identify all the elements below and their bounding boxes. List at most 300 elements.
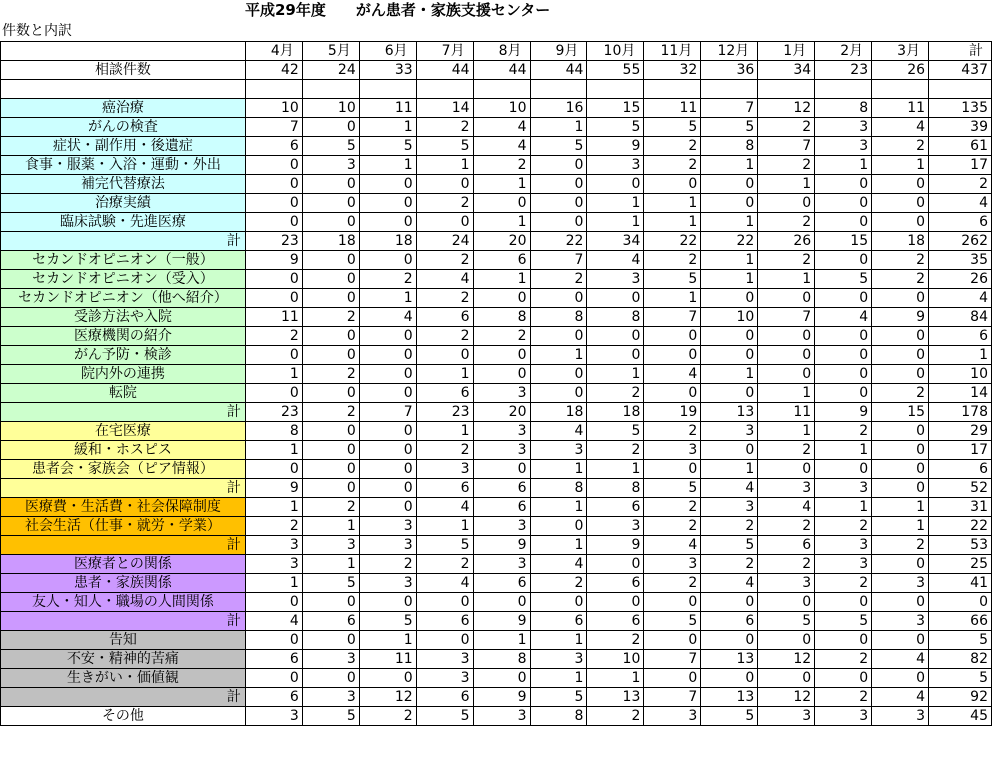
value-cell: 2 bbox=[416, 441, 473, 460]
value-cell: 3 bbox=[416, 650, 473, 669]
value-cell: 23 bbox=[245, 232, 302, 251]
value-cell: 8 bbox=[245, 422, 302, 441]
value-cell: 2 bbox=[644, 498, 701, 517]
value-cell: 4 bbox=[530, 422, 587, 441]
value-cell: 18 bbox=[302, 232, 359, 251]
value-cell: 2 bbox=[530, 574, 587, 593]
value-cell: 0 bbox=[701, 327, 758, 346]
value-cell: 0 bbox=[587, 289, 644, 308]
value-cell: 2 bbox=[530, 270, 587, 289]
value-cell: 2 bbox=[416, 327, 473, 346]
value-cell: 17 bbox=[929, 156, 992, 175]
value-cell: 1 bbox=[245, 498, 302, 517]
value-cell: 14 bbox=[929, 384, 992, 403]
category-row bbox=[1, 251, 992, 270]
value-cell: 26 bbox=[758, 232, 815, 251]
value-cell: 0 bbox=[302, 327, 359, 346]
row-label: その他 bbox=[1, 707, 246, 726]
value-cell: 3 bbox=[245, 536, 302, 555]
value-cell: 3 bbox=[758, 574, 815, 593]
value-cell: 4 bbox=[245, 612, 302, 631]
value-cell: 8 bbox=[587, 308, 644, 327]
value-cell: 4 bbox=[416, 498, 473, 517]
value-cell: 0 bbox=[302, 441, 359, 460]
value-cell: 42 bbox=[245, 61, 302, 80]
value-cell: 0 bbox=[530, 175, 587, 194]
value-cell: 0 bbox=[302, 593, 359, 612]
subtotal-row bbox=[1, 536, 992, 555]
value-cell: 4 bbox=[530, 555, 587, 574]
value-cell: 0 bbox=[245, 460, 302, 479]
value-cell: 0 bbox=[644, 593, 701, 612]
value-cell: 0 bbox=[587, 593, 644, 612]
value-cell: 4 bbox=[815, 308, 872, 327]
row-label: 医療者との関係 bbox=[1, 555, 246, 574]
value-cell: 8 bbox=[815, 99, 872, 118]
value-cell: 6 bbox=[929, 460, 992, 479]
value-cell: 0 bbox=[872, 669, 929, 688]
value-cell: 1 bbox=[587, 213, 644, 232]
subtotal-row bbox=[1, 403, 992, 422]
value-cell: 44 bbox=[416, 61, 473, 80]
value-cell: 0 bbox=[758, 365, 815, 384]
value-cell: 0 bbox=[302, 213, 359, 232]
page-title: 平成29年度 がん患者・家族支援センター bbox=[245, 1, 551, 19]
value-cell: 1 bbox=[644, 213, 701, 232]
value-cell: 0 bbox=[416, 631, 473, 650]
value-cell: 0 bbox=[644, 631, 701, 650]
row-label: 不安・精神的苦痛 bbox=[1, 650, 246, 669]
value-cell: 6 bbox=[416, 384, 473, 403]
value-cell: 0 bbox=[644, 346, 701, 365]
value-cell: 11 bbox=[359, 99, 416, 118]
value-cell: 2 bbox=[302, 498, 359, 517]
value-cell: 7 bbox=[644, 650, 701, 669]
value-cell: 7 bbox=[701, 99, 758, 118]
value-cell: 2 bbox=[416, 555, 473, 574]
category-row bbox=[1, 631, 992, 650]
value-cell: 3 bbox=[473, 441, 530, 460]
value-cell: 4 bbox=[473, 118, 530, 137]
value-cell: 2 bbox=[758, 517, 815, 536]
value-cell: 0 bbox=[872, 175, 929, 194]
month-header: 3月 bbox=[872, 42, 929, 61]
table-caption: 件数と内訳 bbox=[2, 23, 72, 39]
value-cell: 92 bbox=[929, 688, 992, 707]
value-cell: 2 bbox=[644, 574, 701, 593]
value-cell: 23 bbox=[416, 403, 473, 422]
value-cell: 0 bbox=[245, 346, 302, 365]
value-cell: 2 bbox=[872, 536, 929, 555]
value-cell: 6 bbox=[245, 137, 302, 156]
value-cell: 0 bbox=[359, 669, 416, 688]
value-cell: 35 bbox=[929, 251, 992, 270]
row-label: 計 bbox=[1, 688, 246, 707]
value-cell: 5 bbox=[416, 707, 473, 726]
value-cell: 0 bbox=[701, 194, 758, 213]
value-cell: 5 bbox=[929, 631, 992, 650]
value-cell: 23 bbox=[245, 403, 302, 422]
value-cell: 0 bbox=[302, 118, 359, 137]
value-cell: 5 bbox=[416, 137, 473, 156]
month-header: 計 bbox=[929, 42, 992, 61]
value-cell: 8 bbox=[473, 650, 530, 669]
value-cell: 0 bbox=[587, 327, 644, 346]
month-header: 2月 bbox=[815, 42, 872, 61]
value-cell: 12 bbox=[758, 99, 815, 118]
value-cell: 22 bbox=[701, 232, 758, 251]
month-header: 1月 bbox=[758, 42, 815, 61]
category-row bbox=[1, 441, 992, 460]
value-cell: 0 bbox=[245, 156, 302, 175]
category-row bbox=[1, 327, 992, 346]
value-cell: 2 bbox=[416, 118, 473, 137]
value-cell: 1 bbox=[416, 156, 473, 175]
value-cell: 0 bbox=[587, 175, 644, 194]
row-label: 院内外の連携 bbox=[1, 365, 246, 384]
category-row bbox=[1, 118, 992, 137]
category-row bbox=[1, 156, 992, 175]
row-label: 友人・知人・職場の人間関係 bbox=[1, 593, 246, 612]
value-cell: 0 bbox=[245, 631, 302, 650]
value-cell: 6 bbox=[416, 308, 473, 327]
value-cell: 2 bbox=[587, 631, 644, 650]
value-cell: 1 bbox=[587, 365, 644, 384]
value-cell: 0 bbox=[530, 213, 587, 232]
value-cell: 1 bbox=[701, 365, 758, 384]
value-cell: 8 bbox=[530, 707, 587, 726]
value-cell: 0 bbox=[758, 593, 815, 612]
value-cell: 25 bbox=[929, 555, 992, 574]
empty-cell bbox=[359, 80, 416, 99]
value-cell: 5 bbox=[359, 612, 416, 631]
value-cell: 6 bbox=[416, 612, 473, 631]
value-cell: 2 bbox=[587, 441, 644, 460]
value-cell: 3 bbox=[701, 422, 758, 441]
row-label: 臨床試験・先進医療 bbox=[1, 213, 246, 232]
value-cell: 0 bbox=[758, 289, 815, 308]
value-cell: 2 bbox=[416, 251, 473, 270]
value-cell: 2 bbox=[359, 707, 416, 726]
value-cell: 0 bbox=[815, 175, 872, 194]
value-cell: 3 bbox=[587, 156, 644, 175]
value-cell: 0 bbox=[815, 213, 872, 232]
value-cell: 3 bbox=[644, 707, 701, 726]
value-cell: 0 bbox=[815, 593, 872, 612]
value-cell: 3 bbox=[359, 517, 416, 536]
value-cell: 0 bbox=[815, 289, 872, 308]
value-cell: 2 bbox=[644, 251, 701, 270]
value-cell: 2 bbox=[758, 441, 815, 460]
value-cell: 3 bbox=[473, 384, 530, 403]
value-cell: 8 bbox=[587, 479, 644, 498]
value-cell: 10 bbox=[701, 308, 758, 327]
row-label: 在宅医療 bbox=[1, 422, 246, 441]
value-cell: 5 bbox=[701, 536, 758, 555]
value-cell: 3 bbox=[530, 441, 587, 460]
value-cell: 2 bbox=[815, 574, 872, 593]
row-label: がんの検査 bbox=[1, 118, 246, 137]
row-label: 治療実績 bbox=[1, 194, 246, 213]
value-cell: 29 bbox=[929, 422, 992, 441]
empty-cell bbox=[929, 80, 992, 99]
value-cell: 10 bbox=[929, 365, 992, 384]
value-cell: 0 bbox=[815, 346, 872, 365]
value-cell: 0 bbox=[587, 555, 644, 574]
value-cell: 0 bbox=[245, 384, 302, 403]
value-cell: 3 bbox=[587, 517, 644, 536]
row-label: 計 bbox=[1, 612, 246, 631]
value-cell: 0 bbox=[473, 194, 530, 213]
value-cell: 1 bbox=[416, 365, 473, 384]
row-label: 医療機関の紹介 bbox=[1, 327, 246, 346]
value-cell: 5 bbox=[530, 688, 587, 707]
value-cell: 5 bbox=[644, 612, 701, 631]
value-cell: 0 bbox=[359, 593, 416, 612]
value-cell: 18 bbox=[587, 403, 644, 422]
value-cell: 4 bbox=[758, 498, 815, 517]
value-cell: 1 bbox=[416, 422, 473, 441]
month-header: 12月 bbox=[701, 42, 758, 61]
value-cell: 0 bbox=[245, 175, 302, 194]
value-cell: 3 bbox=[872, 612, 929, 631]
value-cell: 3 bbox=[473, 422, 530, 441]
value-cell: 1 bbox=[530, 631, 587, 650]
value-cell: 41 bbox=[929, 574, 992, 593]
value-cell: 5 bbox=[302, 574, 359, 593]
value-cell: 1 bbox=[815, 156, 872, 175]
value-cell: 5 bbox=[530, 137, 587, 156]
value-cell: 0 bbox=[872, 365, 929, 384]
row-label: 患者・家族関係 bbox=[1, 574, 246, 593]
value-cell: 2 bbox=[758, 156, 815, 175]
value-cell: 4 bbox=[416, 270, 473, 289]
value-cell: 0 bbox=[359, 479, 416, 498]
value-cell: 9 bbox=[245, 251, 302, 270]
value-cell: 4 bbox=[872, 118, 929, 137]
category-row bbox=[1, 669, 992, 688]
value-cell: 13 bbox=[587, 688, 644, 707]
value-cell: 6 bbox=[587, 612, 644, 631]
value-cell: 6 bbox=[758, 536, 815, 555]
value-cell: 9 bbox=[587, 536, 644, 555]
value-cell: 22 bbox=[644, 232, 701, 251]
value-cell: 2 bbox=[416, 289, 473, 308]
value-cell: 0 bbox=[302, 251, 359, 270]
value-cell: 0 bbox=[701, 593, 758, 612]
value-cell: 34 bbox=[587, 232, 644, 251]
value-cell: 0 bbox=[473, 289, 530, 308]
value-cell: 0 bbox=[872, 422, 929, 441]
value-cell: 0 bbox=[872, 441, 929, 460]
value-cell: 3 bbox=[302, 688, 359, 707]
value-cell: 5 bbox=[644, 270, 701, 289]
value-cell: 5 bbox=[815, 270, 872, 289]
value-cell: 2 bbox=[302, 365, 359, 384]
empty-cell bbox=[1, 80, 246, 99]
month-header: 5月 bbox=[302, 42, 359, 61]
value-cell: 0 bbox=[245, 289, 302, 308]
value-cell: 0 bbox=[530, 384, 587, 403]
category-row bbox=[1, 194, 992, 213]
empty-cell bbox=[758, 80, 815, 99]
row-label: 告知 bbox=[1, 631, 246, 650]
value-cell: 9 bbox=[245, 479, 302, 498]
value-cell: 6 bbox=[587, 574, 644, 593]
value-cell: 0 bbox=[359, 194, 416, 213]
value-cell: 3 bbox=[530, 650, 587, 669]
value-cell: 5 bbox=[701, 707, 758, 726]
value-cell: 13 bbox=[701, 688, 758, 707]
value-cell: 1 bbox=[416, 517, 473, 536]
value-cell: 8 bbox=[701, 137, 758, 156]
value-cell: 0 bbox=[872, 555, 929, 574]
value-cell: 3 bbox=[815, 137, 872, 156]
value-cell: 7 bbox=[758, 137, 815, 156]
value-cell: 18 bbox=[872, 232, 929, 251]
value-cell: 1 bbox=[644, 289, 701, 308]
value-cell: 9 bbox=[473, 536, 530, 555]
row-label: セカンドオピニオン（受入） bbox=[1, 270, 246, 289]
value-cell: 2 bbox=[359, 270, 416, 289]
value-cell: 0 bbox=[359, 213, 416, 232]
value-cell: 3 bbox=[872, 707, 929, 726]
value-cell: 0 bbox=[359, 327, 416, 346]
value-cell: 5 bbox=[587, 422, 644, 441]
value-cell: 7 bbox=[359, 403, 416, 422]
value-cell: 5 bbox=[302, 707, 359, 726]
value-cell: 3 bbox=[302, 650, 359, 669]
value-cell: 4 bbox=[644, 365, 701, 384]
empty-cell bbox=[416, 80, 473, 99]
value-cell: 3 bbox=[473, 707, 530, 726]
value-cell: 1 bbox=[302, 517, 359, 536]
value-cell: 1 bbox=[530, 536, 587, 555]
value-cell: 1 bbox=[530, 669, 587, 688]
value-cell: 0 bbox=[815, 631, 872, 650]
value-cell: 1 bbox=[701, 156, 758, 175]
row-label: 受診方法や入院 bbox=[1, 308, 246, 327]
row-label: がん予防・検診 bbox=[1, 346, 246, 365]
value-cell: 0 bbox=[245, 213, 302, 232]
empty-cell bbox=[872, 80, 929, 99]
value-cell: 0 bbox=[302, 479, 359, 498]
value-cell: 1 bbox=[530, 118, 587, 137]
value-cell: 2 bbox=[644, 517, 701, 536]
category-row bbox=[1, 270, 992, 289]
value-cell: 2 bbox=[245, 517, 302, 536]
value-cell: 17 bbox=[929, 441, 992, 460]
value-cell: 0 bbox=[473, 346, 530, 365]
row-label: 症状・副作用・後遺症 bbox=[1, 137, 246, 156]
value-cell: 0 bbox=[302, 270, 359, 289]
value-cell: 10 bbox=[245, 99, 302, 118]
value-cell: 1 bbox=[473, 175, 530, 194]
value-cell: 5 bbox=[302, 137, 359, 156]
value-cell: 1 bbox=[758, 175, 815, 194]
value-cell: 5 bbox=[644, 479, 701, 498]
subtotal-row bbox=[1, 479, 992, 498]
value-cell: 1 bbox=[929, 346, 992, 365]
value-cell: 0 bbox=[473, 460, 530, 479]
row-label: 癌治療 bbox=[1, 99, 246, 118]
value-cell: 3 bbox=[473, 517, 530, 536]
value-cell: 16 bbox=[530, 99, 587, 118]
value-cell: 6 bbox=[929, 327, 992, 346]
month-header: 8月 bbox=[473, 42, 530, 61]
value-cell: 3 bbox=[872, 574, 929, 593]
value-cell: 0 bbox=[530, 593, 587, 612]
month-header: 11月 bbox=[644, 42, 701, 61]
value-cell: 0 bbox=[758, 460, 815, 479]
value-cell: 6 bbox=[473, 479, 530, 498]
value-cell: 0 bbox=[701, 669, 758, 688]
value-cell: 3 bbox=[815, 536, 872, 555]
value-cell: 31 bbox=[929, 498, 992, 517]
blank-row bbox=[1, 80, 992, 99]
value-cell: 0 bbox=[530, 194, 587, 213]
value-cell: 3 bbox=[758, 707, 815, 726]
value-cell: 52 bbox=[929, 479, 992, 498]
value-cell: 2 bbox=[416, 194, 473, 213]
value-cell: 2 bbox=[302, 403, 359, 422]
value-cell: 10 bbox=[587, 650, 644, 669]
value-cell: 15 bbox=[815, 232, 872, 251]
category-row bbox=[1, 593, 992, 612]
row-label: 患者会・家族会（ピア情報） bbox=[1, 460, 246, 479]
corner-cell bbox=[1, 42, 246, 61]
value-cell: 2 bbox=[872, 251, 929, 270]
row-label: 食事・服薬・入浴・運動・外出 bbox=[1, 156, 246, 175]
value-cell: 178 bbox=[929, 403, 992, 422]
value-cell: 14 bbox=[416, 99, 473, 118]
value-cell: 5 bbox=[929, 669, 992, 688]
value-cell: 0 bbox=[872, 213, 929, 232]
empty-cell bbox=[815, 80, 872, 99]
value-cell: 4 bbox=[644, 536, 701, 555]
value-cell: 0 bbox=[245, 194, 302, 213]
value-cell: 20 bbox=[473, 403, 530, 422]
row-label: 計 bbox=[1, 536, 246, 555]
value-cell: 1 bbox=[359, 118, 416, 137]
value-cell: 1 bbox=[473, 213, 530, 232]
value-cell: 4 bbox=[473, 137, 530, 156]
value-cell: 6 bbox=[473, 498, 530, 517]
value-cell: 1 bbox=[302, 555, 359, 574]
value-cell: 2 bbox=[302, 308, 359, 327]
value-cell: 1 bbox=[701, 251, 758, 270]
value-cell: 26 bbox=[929, 270, 992, 289]
value-cell: 84 bbox=[929, 308, 992, 327]
value-cell: 0 bbox=[758, 346, 815, 365]
value-cell: 2 bbox=[815, 688, 872, 707]
value-cell: 3 bbox=[815, 479, 872, 498]
value-cell: 15 bbox=[587, 99, 644, 118]
subtotal-row bbox=[1, 688, 992, 707]
value-cell: 3 bbox=[416, 669, 473, 688]
value-cell: 0 bbox=[815, 251, 872, 270]
value-cell: 0 bbox=[473, 593, 530, 612]
value-cell: 0 bbox=[473, 669, 530, 688]
category-row bbox=[1, 308, 992, 327]
value-cell: 0 bbox=[359, 460, 416, 479]
value-cell: 3 bbox=[473, 555, 530, 574]
value-cell: 0 bbox=[815, 194, 872, 213]
value-cell: 10 bbox=[473, 99, 530, 118]
value-cell: 5 bbox=[587, 118, 644, 137]
value-cell: 9 bbox=[473, 612, 530, 631]
row-label: 緩和・ホスピス bbox=[1, 441, 246, 460]
